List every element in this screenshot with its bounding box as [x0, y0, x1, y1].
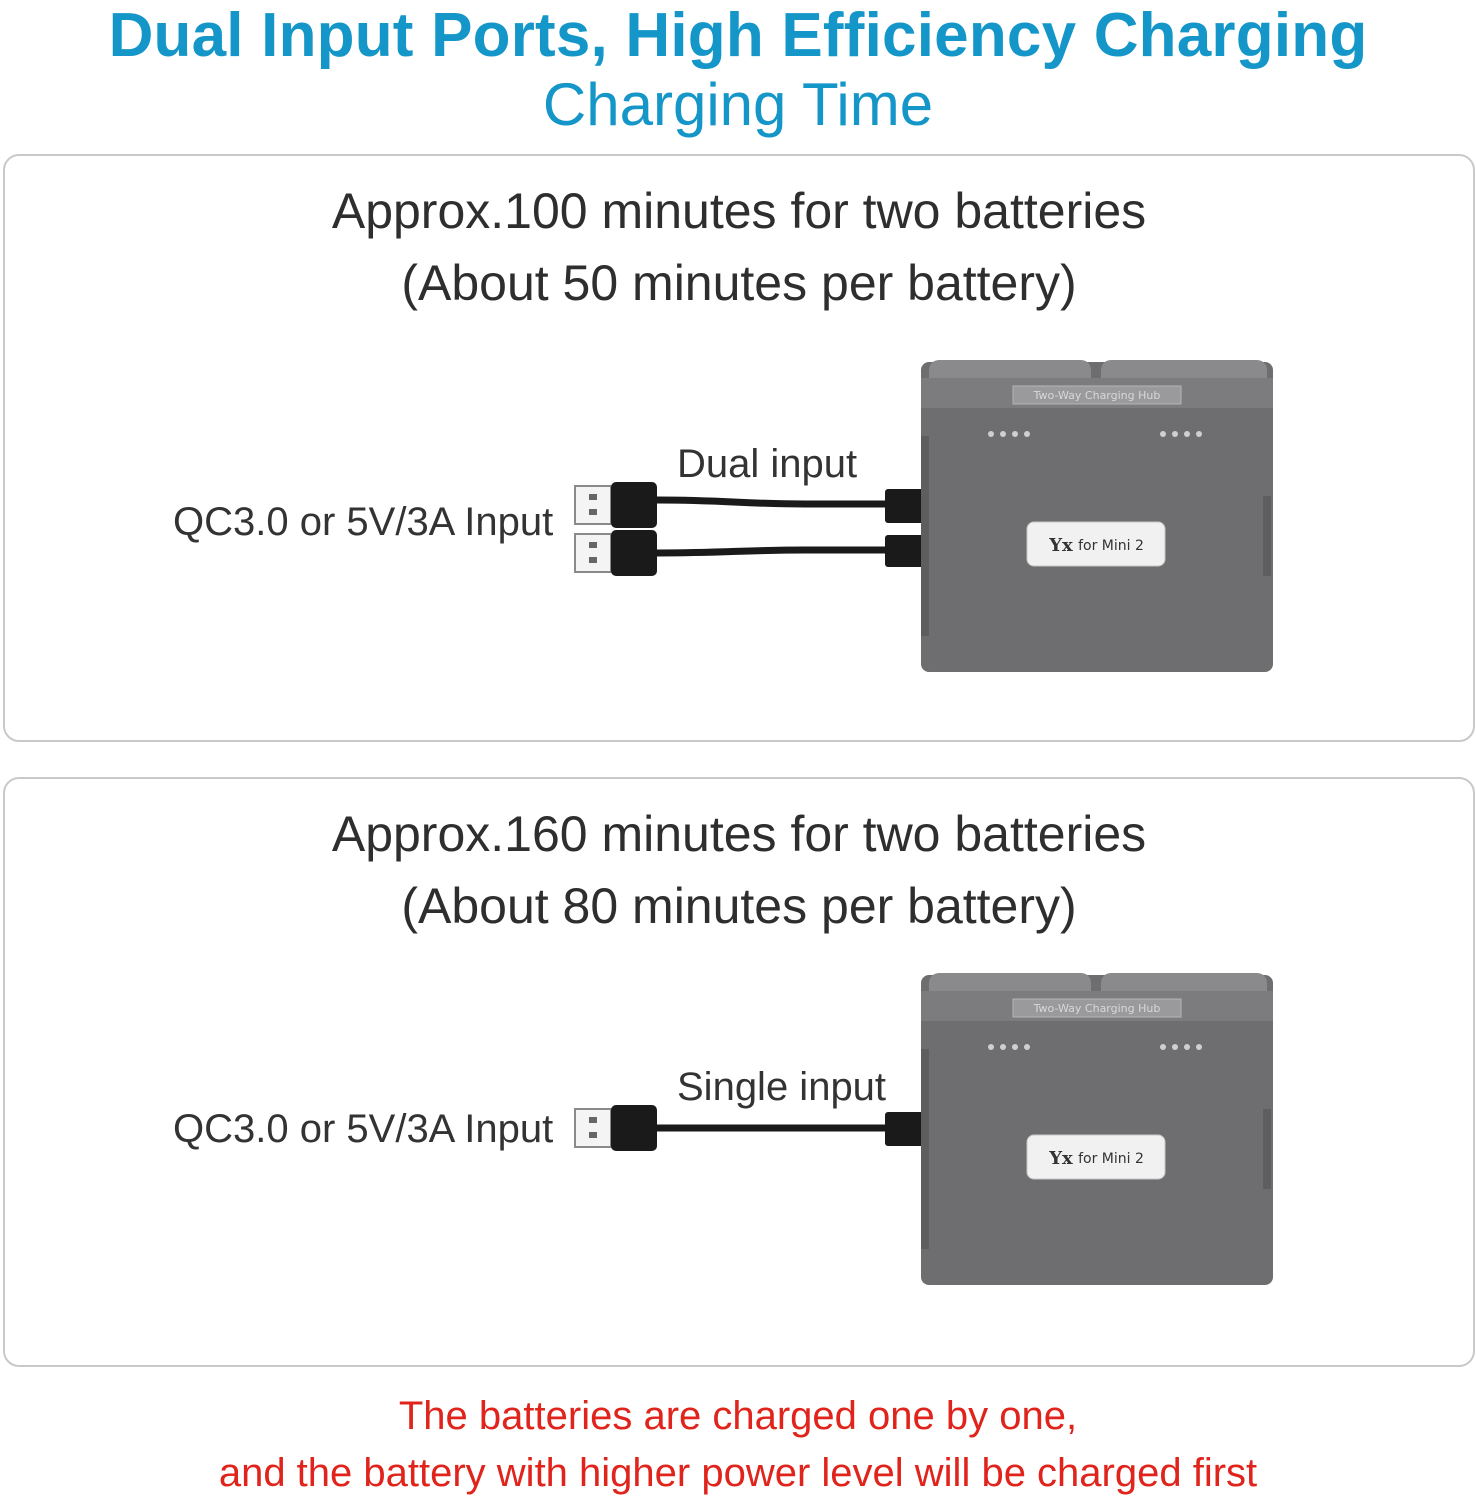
usb-cable-lower: [575, 530, 927, 576]
hub-badge-logo: Yx: [1049, 535, 1073, 556]
hub-badge-text: for Mini 2: [1078, 1151, 1144, 1167]
input-spec-label: QC3.0 or 5V/3A Input: [173, 1107, 554, 1151]
charging-time-total: Approx.100 minutes for two batteries: [331, 183, 1147, 239]
page-title: Dual Input Ports, High Efficiency Charging: [108, 1, 1368, 70]
hub-badge-logo: Yx: [1049, 1148, 1073, 1169]
charging-order-note-line2: and the battery with higher power level will be charged first: [218, 1451, 1258, 1495]
single-cable-hub-illustration: [5, 779, 1473, 1365]
hub-top-label: Two-Way Charging Hub: [1033, 389, 1161, 402]
charging-hub: [921, 360, 1273, 672]
charging-order-note-line1: The batteries are charged one by one,: [398, 1394, 1078, 1438]
single-input-panel: [3, 777, 1475, 1367]
charging-hub: [921, 973, 1273, 1285]
usb-cable-upper: [575, 482, 927, 528]
dual-input-panel: [3, 154, 1475, 742]
page-subtitle: Charging Time: [542, 71, 934, 138]
hub-top-label: Two-Way Charging Hub: [1033, 1002, 1161, 1015]
usb-cable: [575, 1105, 927, 1151]
input-mode-label: Single input: [677, 1065, 887, 1109]
input-spec-label: QC3.0 or 5V/3A Input: [173, 500, 554, 544]
charging-time-total: Approx.160 minutes for two batteries: [331, 806, 1147, 862]
input-mode-label: Dual input: [677, 442, 858, 486]
dual-cable-hub-illustration: [5, 156, 1473, 740]
charging-time-per-battery: (About 50 minutes per battery): [401, 255, 1077, 311]
hub-badge-text: for Mini 2: [1078, 538, 1144, 554]
charging-time-per-battery: (About 80 minutes per battery): [401, 878, 1077, 934]
